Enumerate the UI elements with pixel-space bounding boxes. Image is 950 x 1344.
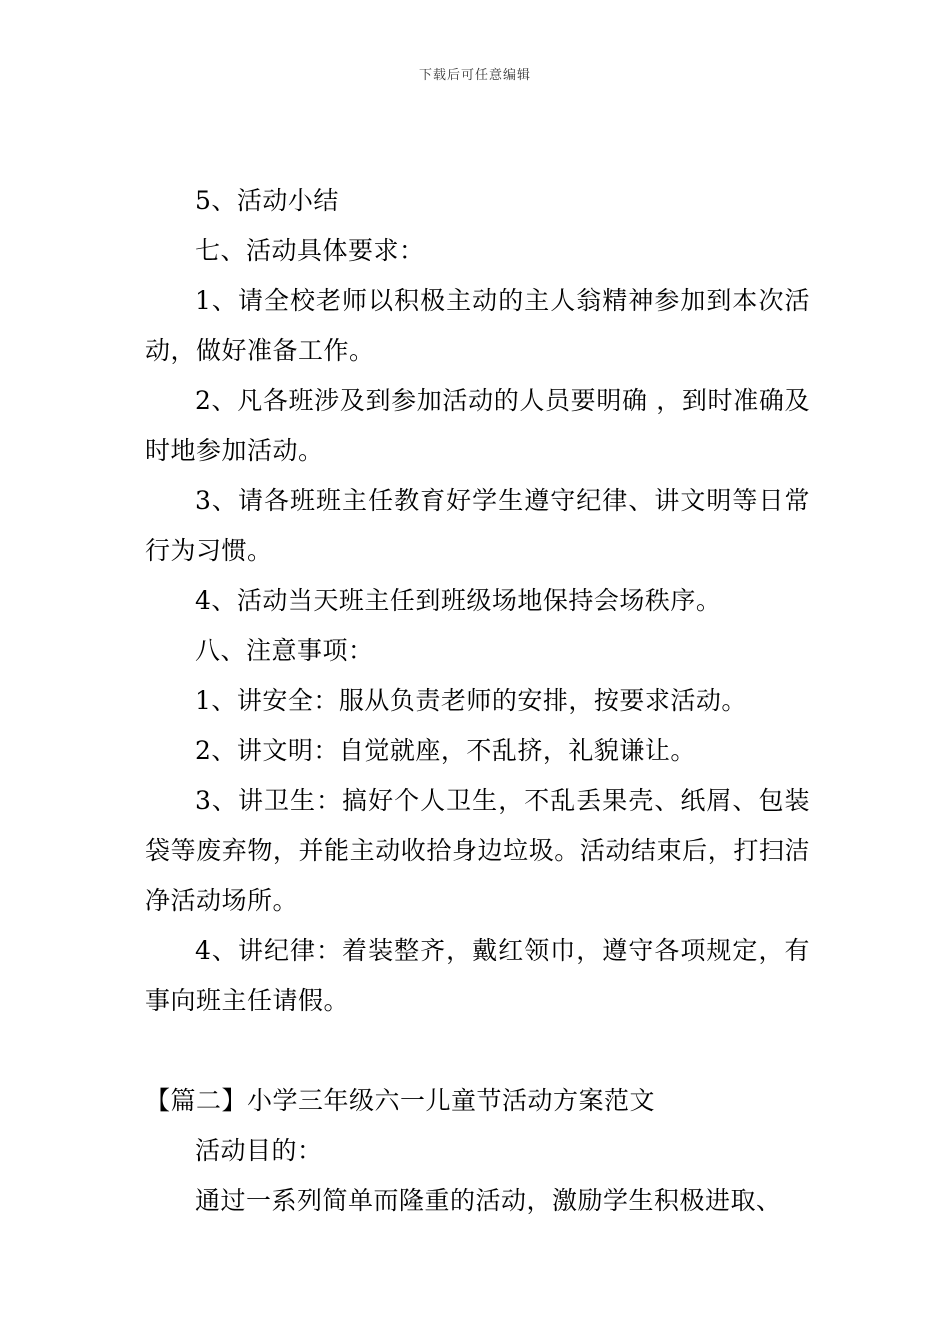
- document-body: [145, 176, 810, 1226]
- paragraph: 4、讲纪律：着装整齐，戴红领巾，遵守各项规定，有事向班主任请假。: [145, 936, 810, 1015]
- paragraph: 1、讲安全：服从负责老师的安排，按要求活动。: [195, 686, 747, 715]
- paragraph: 5、活动小结: [195, 186, 339, 215]
- section-two-title: 【篇二】小学三年级六一儿童节活动方案范文: [145, 1086, 656, 1115]
- paragraph: 4、活动当天班主任到班级场地保持会场秩序。: [195, 586, 722, 615]
- page-header: 下载后可任意编辑: [418, 68, 531, 83]
- section-heading: 七、活动具体要求：: [195, 236, 425, 265]
- paragraph: 3、讲卫生：搞好个人卫生，不乱丢果壳、纸屑、包装袋等废弃物，并能主动收拾身边垃圾。活动结束后，打扫洁净活动场所。: [145, 786, 810, 915]
- paragraph: 1、请全校老师以积极主动的主人翁精神参加到本次活动，做好准备工作。: [145, 286, 810, 365]
- paragraph: 2、凡各班涉及到参加活动的人员要明确 ，到时准确及时地参加活动。: [145, 386, 810, 465]
- section-heading: 八、注意事项：: [195, 636, 374, 665]
- section-spacer: [145, 1026, 810, 1076]
- paragraph: 3、请各班班主任教育好学生遵守纪律、讲文明等日常行为习惯。: [145, 486, 810, 565]
- paragraph: 2、讲文明：自觉就座，不乱挤，礼貌谦让。: [195, 736, 696, 765]
- paragraph: 通过一系列简单而隆重的活动，激励学生积极进取、: [195, 1186, 782, 1215]
- section-heading: 活动目的：: [195, 1136, 323, 1165]
